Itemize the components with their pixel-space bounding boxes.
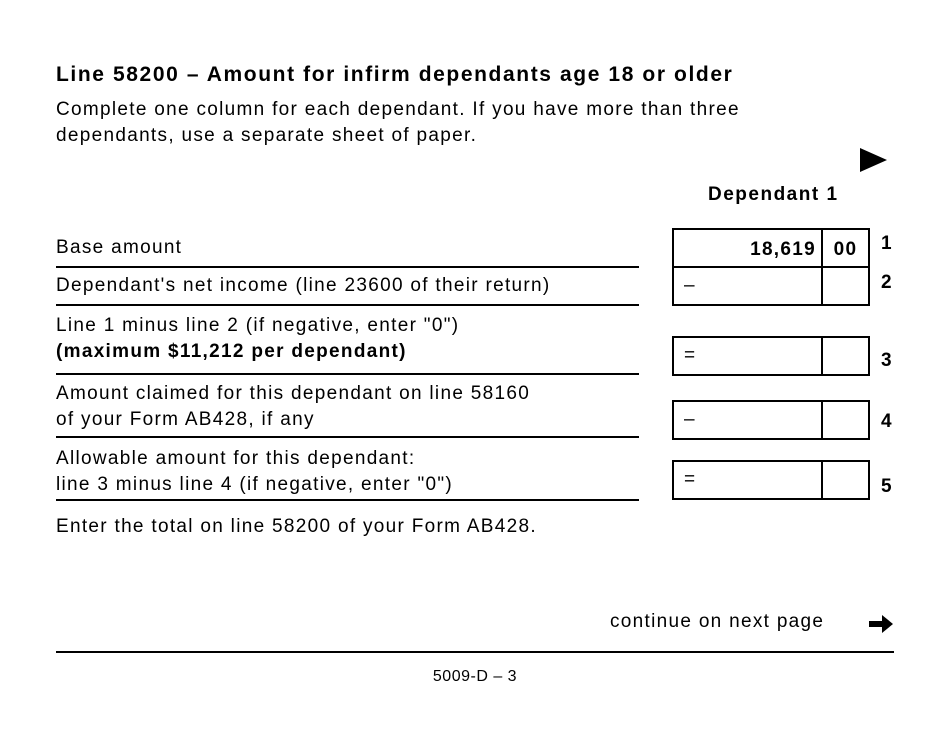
equals-sign: = [684,345,696,366]
row-3-label-line-2: (maximum $11,212 per dependant) [56,341,407,362]
row-1-label: Base amount [56,237,183,258]
row-1-divider [56,266,639,268]
row-5-divider [56,499,639,501]
row-4-divider [56,436,639,438]
row-4-amount-field[interactable] [672,400,870,440]
continue-text: continue on next page [610,611,825,632]
row-5-cents-cell [821,462,868,498]
row-2-divider [56,304,639,306]
instructions-line-2: dependants, use a separate sheet of paper. [56,125,478,146]
row-3-cents-cell [821,338,868,374]
total-instruction: Enter the total on line 58200 of your Form AB428. [56,516,537,537]
row-1-amount-dollars: 18,619 [750,239,816,260]
page-number: 5009-D – 3 [432,668,518,685]
row-2-cents-cell [821,268,868,304]
row-2-amount-field[interactable] [672,266,870,306]
continue-arrow-icon [867,613,895,640]
row-3-label-line-1: Line 1 minus line 2 (if negative, enter "0") [56,315,460,336]
row-4-cents-cell [821,402,868,438]
section-title: Line 58200 – Amount for infirm dependants age 18 or older [56,63,734,86]
equals-sign: = [684,469,696,490]
row-3-divider [56,373,639,375]
row-5-amount-field[interactable] [672,460,870,500]
line-number-4: 4 [881,411,892,432]
row-1-amount-field[interactable] [672,228,870,268]
row-3-label [56,313,459,365]
row-4-label-line-1: Amount claimed for this dependant on line 58160 [56,383,531,404]
instructions-line-1: Complete one column for each dependant. If you have more than three [56,99,740,120]
row-1-amount-cents: 00 [833,239,858,260]
minus-sign: – [684,275,695,296]
right-arrow-icon [860,148,887,172]
footer-divider [56,651,894,653]
row-3-amount-field[interactable] [672,336,870,376]
row-2-label: Dependant's net income (line 23600 of their return) [56,275,551,296]
line-number-2: 2 [881,272,892,293]
section-instructions [56,97,740,149]
row-5-label-line-1: Allowable amount for this dependant: [56,448,416,469]
line-number-1: 1 [881,233,892,254]
row-4-label-line-2: of your Form AB428, if any [56,409,315,430]
line-number-3: 3 [881,350,892,371]
row-5-label-line-2: line 3 minus line 4 (if negative, enter "0") [56,474,454,495]
line-number-5: 5 [881,476,892,497]
row-4-label [56,381,530,433]
minus-sign: – [684,409,695,430]
row-5-label [56,446,453,498]
column-header-dependant-1: Dependant 1 [708,184,839,205]
